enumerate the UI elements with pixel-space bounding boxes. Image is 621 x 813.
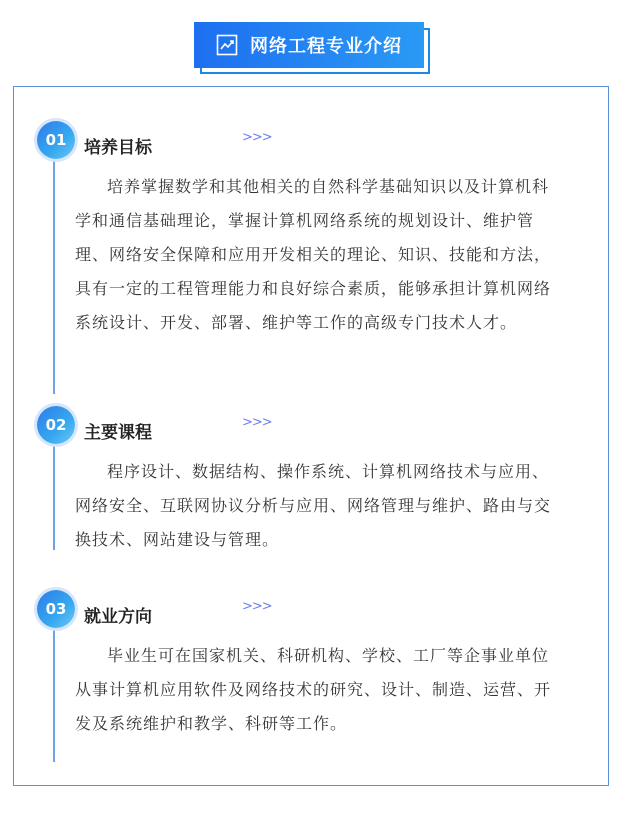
section-number-badge: 02 xyxy=(37,406,75,444)
page-title: 网络工程专业介绍 xyxy=(250,36,402,57)
timeline-line xyxy=(53,446,55,550)
header-banner xyxy=(194,22,430,74)
timeline-line xyxy=(53,630,55,762)
section-body: 培养掌握数学和其他相关的自然科学基础知识以及计算机科学和通信基础理论，掌握计算机网络系统的规划设计、维护管理、网络安全保障和应用开发相关的理论、知识、技能和方法，具有一定的工程管理能力和良好综合素质，能够承担计算机网络系统设计、开发、部署、维护等工作的高级专门技术人才。 xyxy=(75,177,552,332)
section-body: 程序设计、数据结构、操作系统、计算机网络技术与应用、网络安全、互联网协议分析与应用、网络管理与维护、路由与交换技术、网站建设与管理。 xyxy=(75,462,552,549)
section-title: 培养目标 xyxy=(84,138,152,158)
timeline-line xyxy=(53,160,55,394)
section-title: 主要课程 xyxy=(84,423,152,443)
chevrons-right-icon: >>> xyxy=(242,599,272,614)
section-number-badge: 03 xyxy=(37,590,75,628)
header-banner-box xyxy=(194,22,424,68)
section-number-badge: 01 xyxy=(37,121,75,159)
section-body: 毕业生可在国家机关、科研机构、学校、工厂等企事业单位从事计算机应用软件及网络技术的研究、设计、制造、运营、开发及系统维护和教学、科研等工作。 xyxy=(75,646,552,733)
section-title: 就业方向 xyxy=(84,607,152,627)
trend-chart-icon xyxy=(216,34,238,56)
chevrons-right-icon: >>> xyxy=(242,415,272,430)
chevrons-right-icon: >>> xyxy=(242,130,272,145)
